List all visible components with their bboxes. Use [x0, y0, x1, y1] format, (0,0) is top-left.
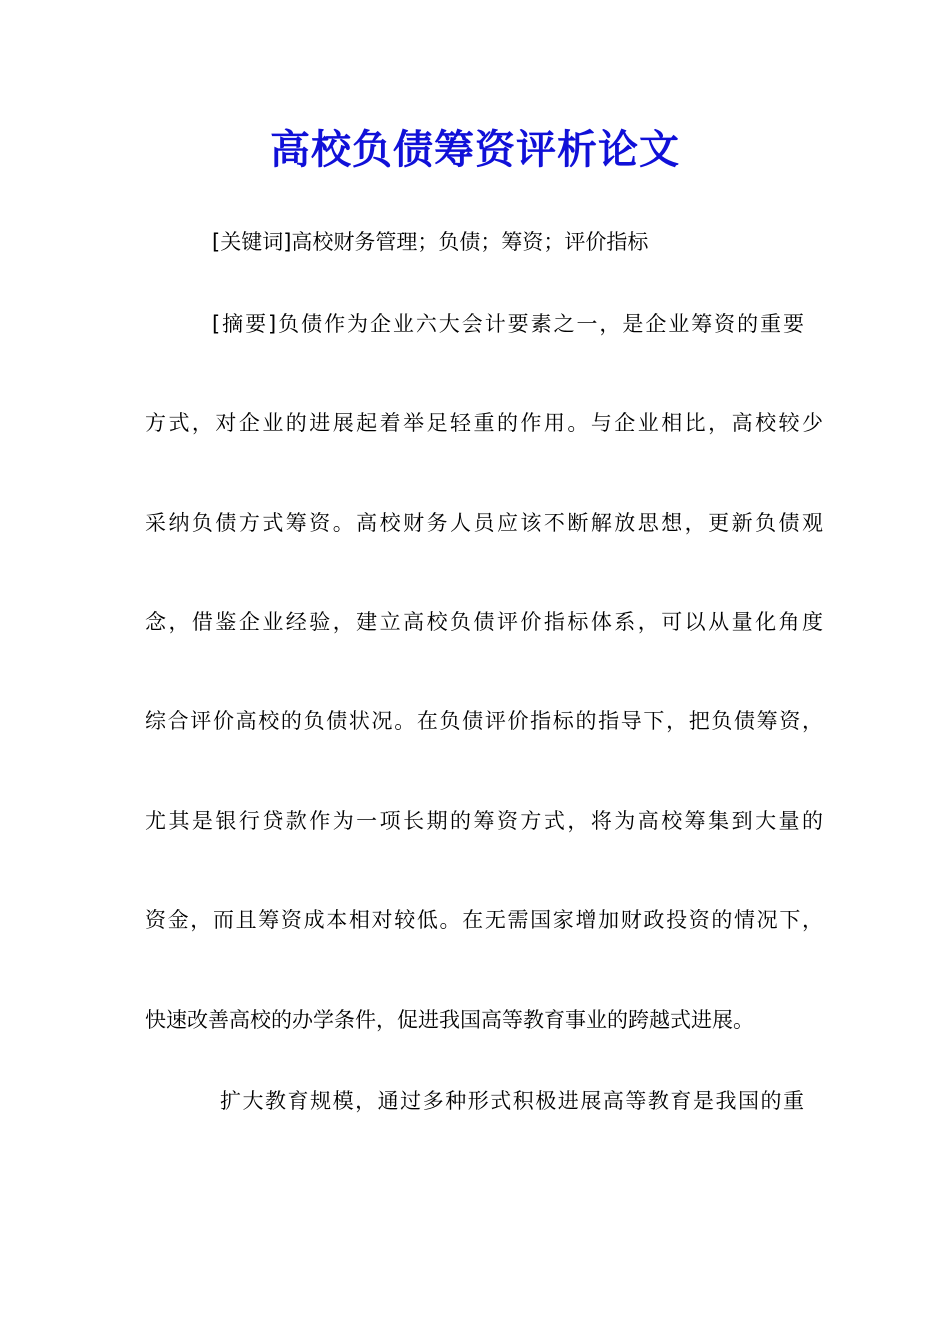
- abstract-line: 方式，对企业的进展起着举足轻重的作用。与企业相比，高校较少: [145, 411, 823, 435]
- document-title: 高校负债筹资评析论文: [270, 126, 680, 173]
- abstract-line: 快速改善高校的办学条件，促进我国高等教育事业的跨越式进展。: [145, 1008, 754, 1032]
- keywords-line: [关键词]高校财务管理；负债；筹资；评价指标: [212, 230, 649, 254]
- abstract-line: 采纳负债方式筹资。高校财务人员应该不断解放思想，更新负债观: [145, 511, 823, 535]
- abstract-line: 尤其是银行贷款作为一项长期的筹资方式，将为高校筹集到大量的: [145, 809, 823, 833]
- abstract-line: 资金，而且筹资成本相对较低。在无需国家增加财政投资的情况下，: [145, 908, 823, 932]
- body-paragraph-line: 扩大教育规模，通过多种形式积极进展高等教育是我国的重: [220, 1089, 804, 1113]
- abstract-line: 综合评价高校的负债状况。在负债评价指标的指导下，把负债筹资，: [145, 709, 823, 733]
- abstract-line: 念，借鉴企业经验，建立高校负债评价指标体系，可以从量化角度: [145, 610, 823, 634]
- abstract-line: [摘要]负债作为企业六大会计要素之一，是企业筹资的重要: [212, 312, 804, 336]
